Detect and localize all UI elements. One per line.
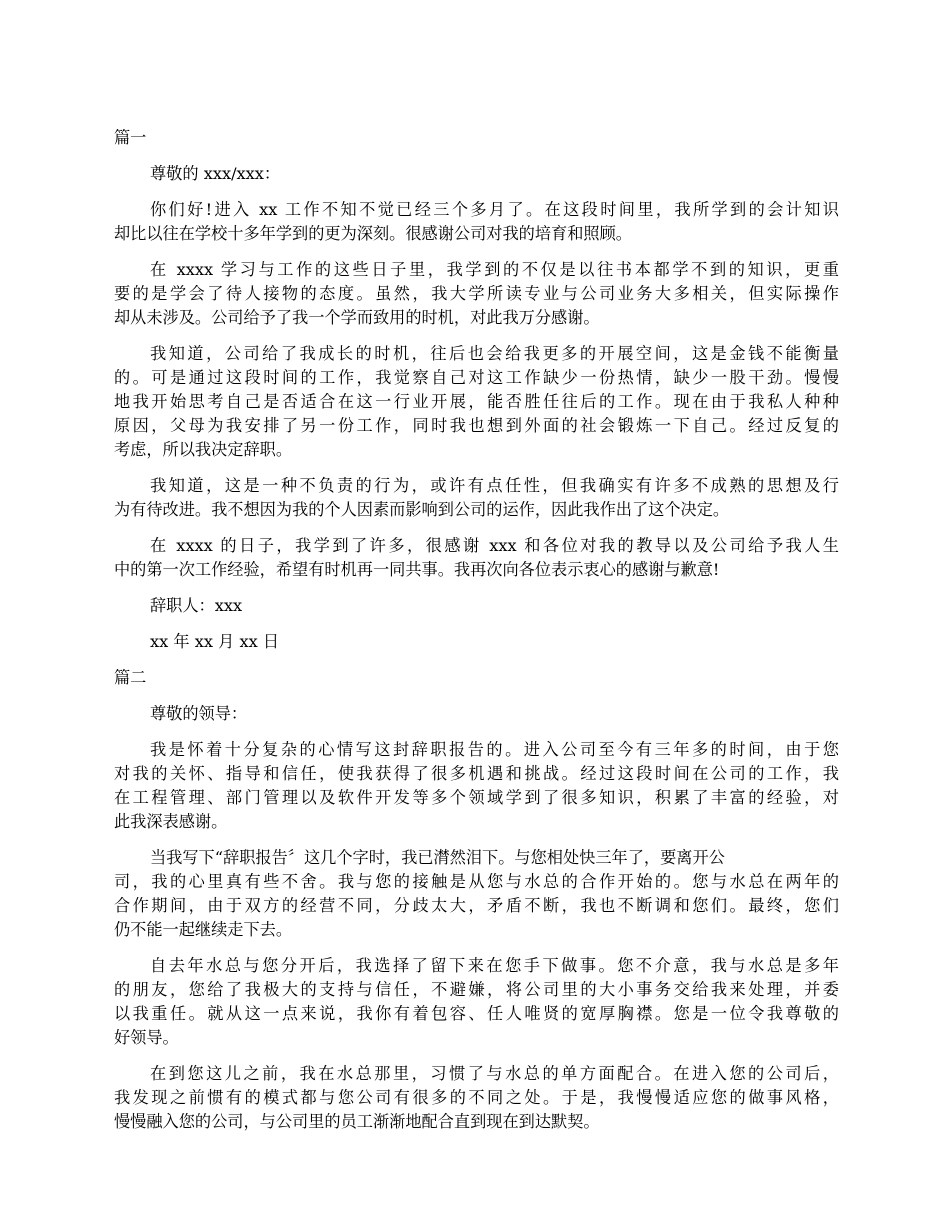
paragraph-line: 仍不能一起继续走下去。: [114, 920, 293, 939]
paragraph-line: 司，我的心里真有些不舍。我与您的接触是从您与水总的合作开始的。您与水总在两年的: [114, 872, 839, 891]
paragraph-line: 对我的关怀、指导和信任，使我获得了很多机遇和挑战。经过这段时间在公司的工作，我: [114, 764, 839, 783]
salutation: 尊敬的 xxx/xxx：: [150, 164, 281, 183]
paragraph-line: 我是怀着十分复杂的心情写这封辞职报告的。进入公司至今有三年多的时间，由于您: [150, 740, 839, 759]
paragraph-line: 中的第一次工作经验，希望有时机再一同共事。我再次向各位表示衷心的感谢与歉意!: [114, 560, 720, 579]
paragraph-line: 在工程管理、部门管理以及软件开发等多个领域学到了很多知识，积累了丰富的经验，对: [114, 788, 839, 807]
paragraph-line: 慢慢融入您的公司，与公司里的员工渐渐地配合直到现在到达默契。: [114, 1112, 600, 1131]
paragraph-line: 地我开始思考自己是否适合在这一行业开展，能否胜任往后的工作。现在由于我私人种种: [114, 392, 839, 411]
paragraph-line: 考虑，所以我决定辞职。: [114, 440, 293, 459]
paragraph-line: 却比以往在学校十多年学到的更为深刻。很感谢公司对我的培育和照顾。: [114, 224, 632, 243]
salutation: 尊敬的领导：: [150, 704, 248, 723]
paragraph-line: 在 xxxx 学习与工作的这些日子里，我学到的不仅是以往书本都学不到的知识，更重: [150, 260, 839, 279]
paragraph-line: 的朋友，您给了我极大的支持与信任，不避嫌，将公司里的大小事务交给我来处理，并委: [114, 980, 839, 999]
paragraph-line: 却从未涉及。公司给予了我一个学而致用的时机，对此我万分感谢。: [114, 308, 600, 327]
paragraph-line: 我知道，这是一种不负责的行为，或许有点任性，但我确实有许多不成熟的思想及行: [150, 476, 839, 495]
paragraph-line: 在到您这儿之前，我在水总那里，习惯了与水总的单方面配合。在进入您的公司后，: [150, 1064, 839, 1083]
paragraph-line: 的。可是通过这段时间的工作，我觉察自己对这工作缺少一份热情，缺少一股干劲。慢慢: [114, 368, 839, 387]
paragraph-line: 好领导。: [114, 1028, 179, 1047]
paragraph-line: 在 xxxx 的日子，我学到了许多，很感谢 xxx 和各位对我的教导以及公司给予我人生: [150, 536, 839, 555]
paragraph-line: 自去年水总与您分开后，我选择了留下来在您手下做事。您不介意，我与水总是多年: [150, 956, 839, 975]
date: xx 年 xx 月 xx 日: [150, 632, 280, 651]
signer: 辞职人：xxx: [150, 596, 243, 615]
paragraph-line: 我知道，公司给了我成长的时机，往后也会给我更多的开展空间，这是金钱不能衡量: [150, 344, 839, 363]
paragraph-line: 合作期间，由于双方的经营不同，分歧太大，矛盾不断，我也不断调和您们。最终，您们: [114, 896, 839, 915]
paragraph-line: 以我重任。就从这一点来说，我你有着包容、任人唯贤的宽厚胸襟。您是一位令我尊敬的: [114, 1004, 839, 1023]
section-heading: 篇二: [114, 668, 147, 687]
paragraph-line: 当我写下“辞职报告〞这几个字时，我已潸然泪下。与您相处快三年了，要离开公: [150, 848, 725, 867]
paragraph-line: 我发现之前惯有的模式都与您公司有很多的不同之处。于是，我慢慢适应您的做事风格，: [114, 1088, 839, 1107]
paragraph-line: 要的是学会了待人接物的态度。虽然，我大学所读专业与公司业务大多相关，但实际操作: [114, 284, 839, 303]
paragraph-line: 原因，父母为我安排了另一份工作，同时我也想到外面的社会锻炼一下自己。经过反复的: [114, 416, 839, 435]
section-heading: 篇一: [114, 128, 147, 147]
paragraph-line: 你们好!进入 xx 工作不知不觉已经三个多月了。在这段时间里，我所学到的会计知识: [150, 200, 839, 219]
paragraph-line: 此我深表感谢。: [114, 812, 228, 831]
paragraph-line: 为有待改进。我不想因为我的个人因素而影响到公司的运作，因此我作出了这个决定。: [114, 500, 730, 519]
